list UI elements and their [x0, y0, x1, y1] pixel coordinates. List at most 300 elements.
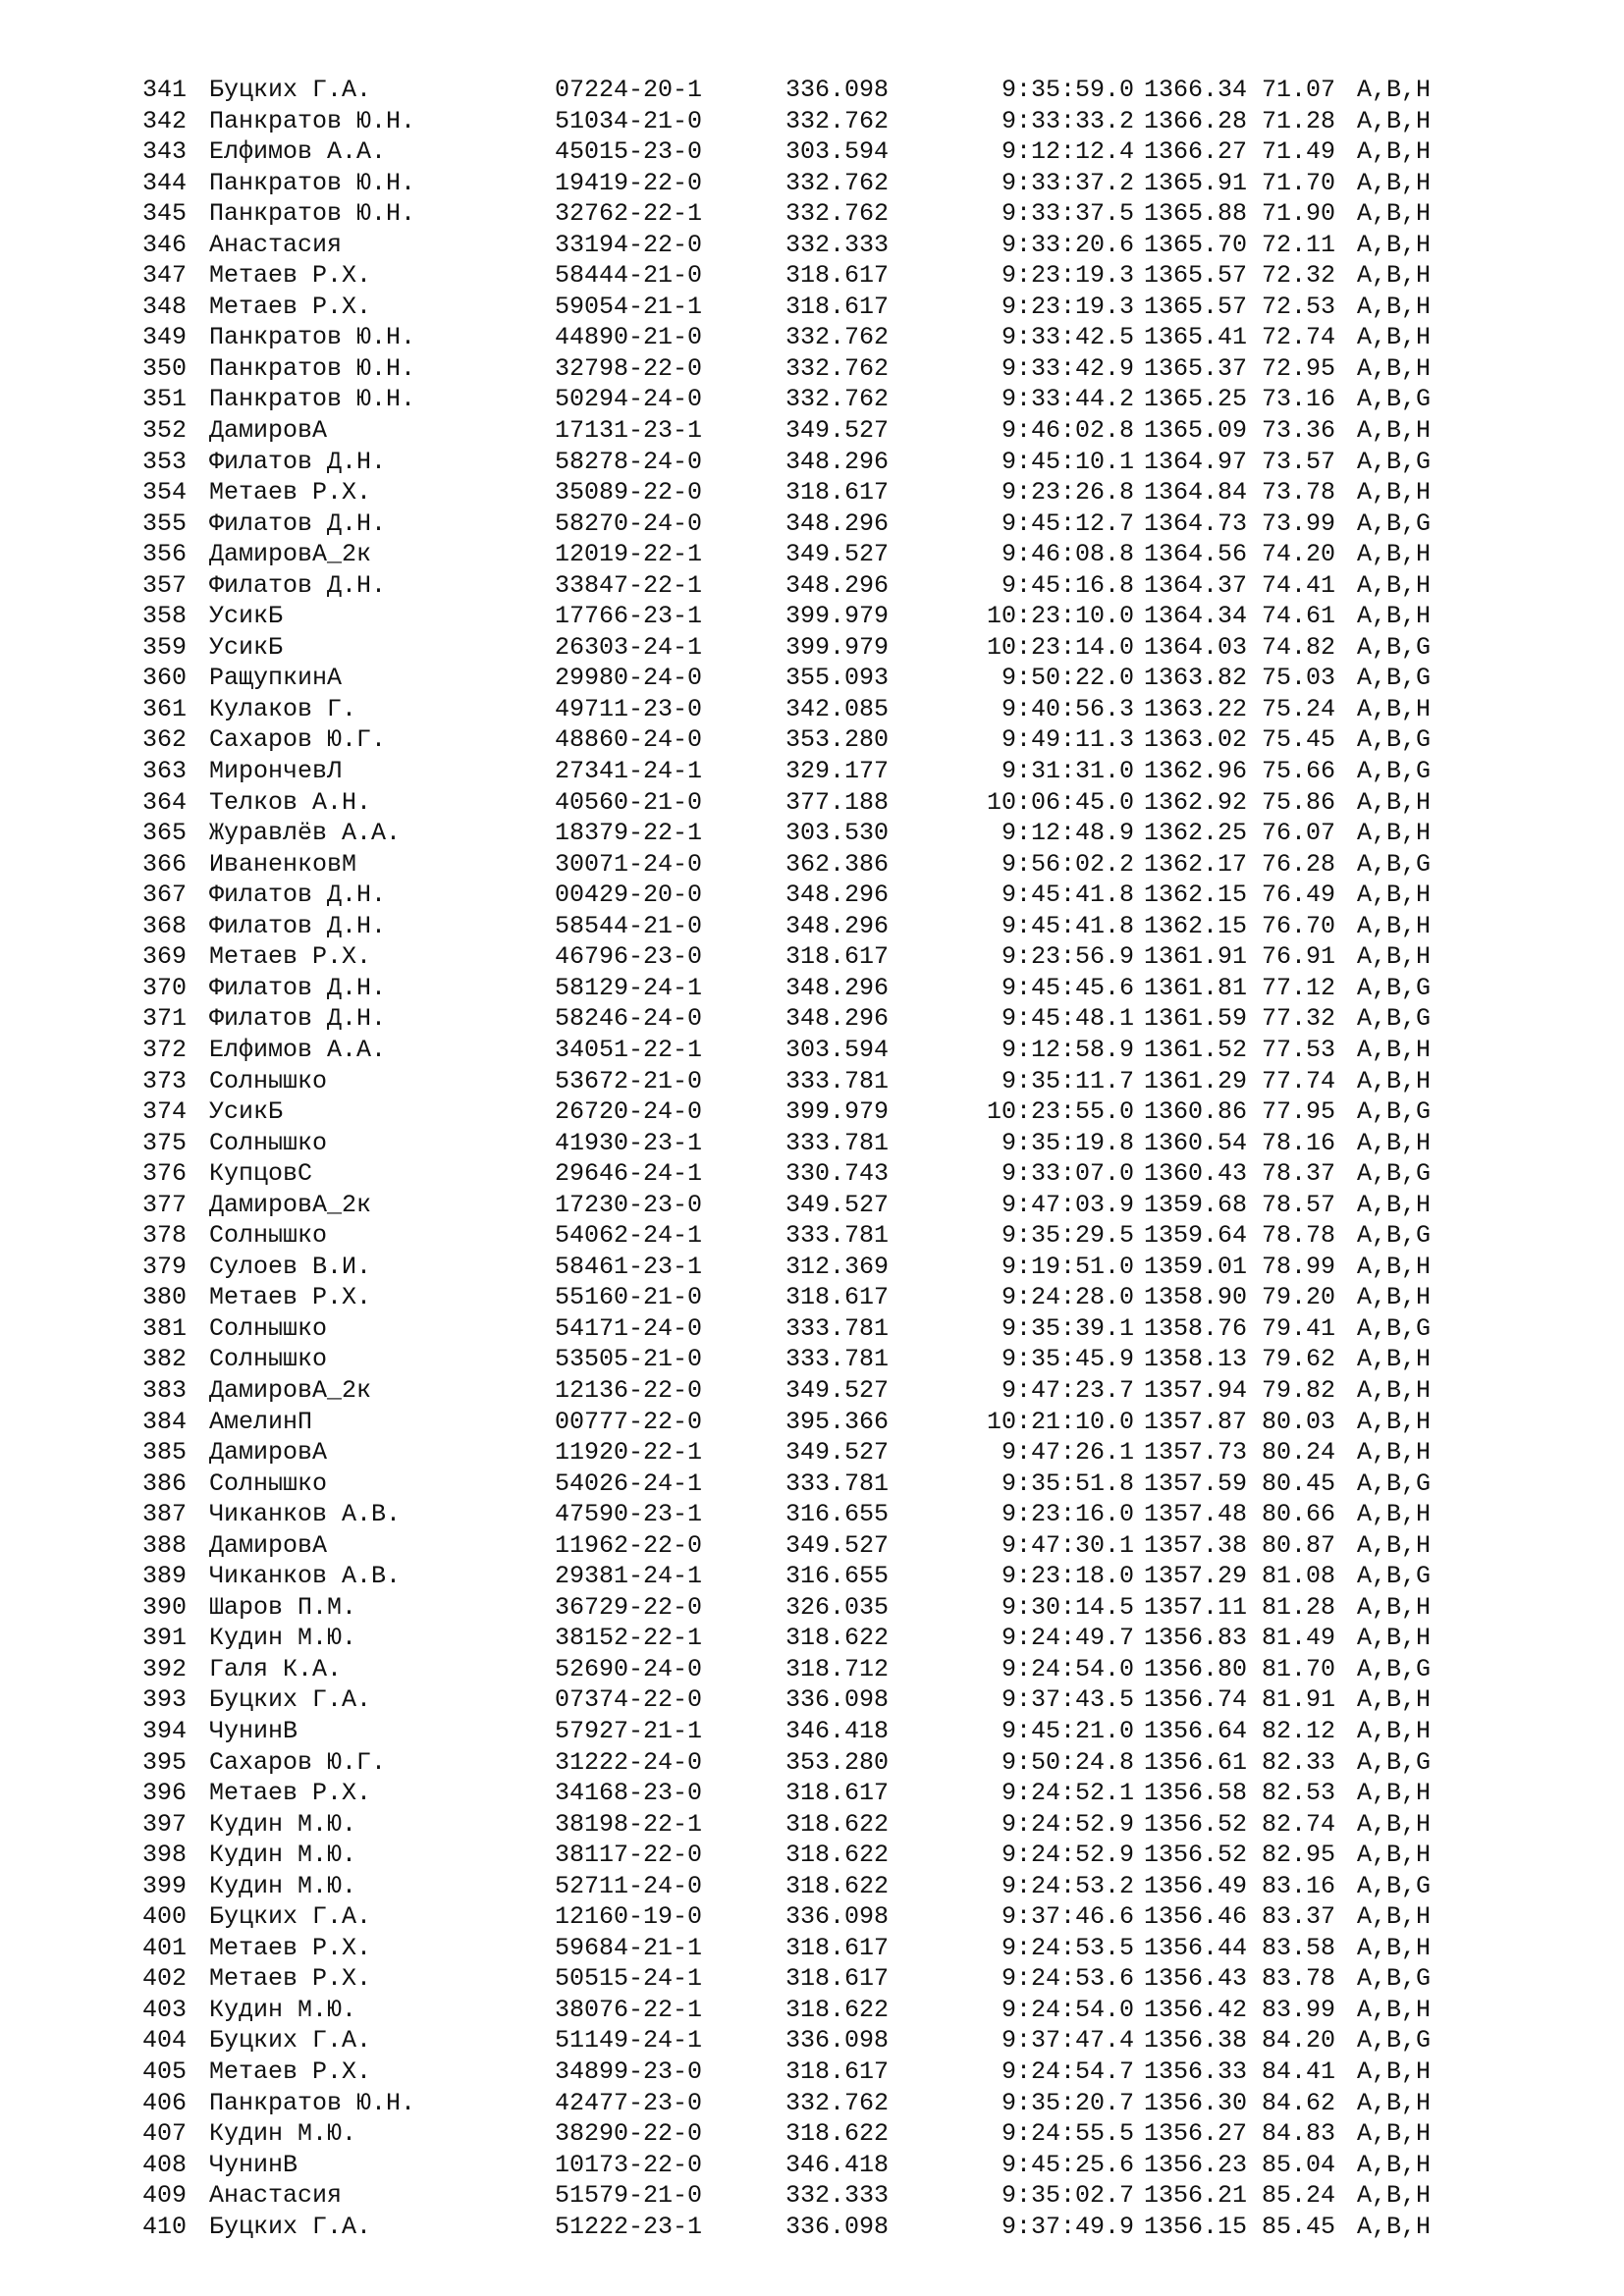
table-row [142, 601, 1517, 632]
distance-cell: 336.098 [785, 1685, 890, 1715]
ring-number-cell: 47590-23-1 [555, 1500, 703, 1529]
distance-cell: 332.762 [785, 106, 890, 135]
fancier-name-cell: ЧунинВ [209, 2150, 298, 2179]
distance-cell: 318.622 [785, 2119, 890, 2149]
speed-cell: 1356.21 [1143, 2181, 1247, 2211]
table-row [142, 1561, 1517, 1592]
arrival-time-cell: 9:45:41.8 [1001, 881, 1134, 910]
ring-number-cell: 57927-21-1 [555, 1716, 703, 1745]
fancier-name-cell: Телков А.Н. [209, 787, 372, 817]
distance-cell: 318.617 [785, 478, 890, 507]
table-row [142, 230, 1517, 261]
fancier-name-cell: Метаев Р.Х. [209, 1933, 372, 1962]
fancier-name-cell: Солнышко [209, 1313, 328, 1343]
fancier-name-cell: Метаев Р.Х. [209, 1964, 372, 1994]
classes-cell: A,B,H [1357, 1252, 1432, 1281]
arrival-time-cell: 9:35:19.8 [1001, 1128, 1134, 1157]
ring-number-cell: 38117-22-0 [555, 1841, 703, 1870]
distance-cell: 333.781 [785, 1313, 890, 1343]
speed-cell: 1356.27 [1143, 2119, 1247, 2149]
distance-cell: 332.762 [785, 353, 890, 383]
coefficient-cell: 73.16 [1261, 385, 1335, 414]
table-row [142, 1716, 1517, 1747]
speed-cell: 1366.27 [1143, 137, 1247, 167]
table-row [142, 973, 1517, 1004]
classes-cell: A,B,H [1357, 1500, 1432, 1529]
coefficient-cell: 78.78 [1261, 1221, 1335, 1251]
table-row [142, 1035, 1517, 1066]
ring-number-cell: 53505-21-0 [555, 1345, 703, 1374]
fancier-name-cell: Солнышко [209, 1066, 328, 1095]
distance-cell: 349.527 [785, 1190, 890, 1219]
ring-number-cell: 33847-22-1 [555, 570, 703, 600]
speed-cell: 1363.82 [1143, 664, 1247, 693]
coefficient-cell: 82.12 [1261, 1716, 1335, 1745]
place-cell: 351 [142, 385, 188, 414]
arrival-time-cell: 9:45:41.8 [1001, 911, 1134, 940]
classes-cell: A,B,G [1357, 447, 1432, 476]
ring-number-cell: 58246-24-0 [555, 1004, 703, 1034]
arrival-time-cell: 9:12:58.9 [1001, 1035, 1134, 1064]
table-row [142, 322, 1517, 353]
coefficient-cell: 83.37 [1261, 1902, 1335, 1932]
table-row [142, 632, 1517, 664]
arrival-time-cell: 9:37:46.6 [1001, 1902, 1134, 1932]
speed-cell: 1365.88 [1143, 199, 1247, 229]
speed-cell: 1364.56 [1143, 540, 1247, 569]
fancier-name-cell: Буцких Г.А. [209, 2026, 372, 2056]
speed-cell: 1365.09 [1143, 416, 1247, 446]
speed-cell: 1358.90 [1143, 1283, 1247, 1312]
arrival-time-cell: 9:56:02.2 [1001, 849, 1134, 879]
fancier-name-cell: РащупкинА [209, 664, 343, 693]
place-cell: 389 [142, 1562, 188, 1591]
distance-cell: 333.781 [785, 1066, 890, 1095]
distance-cell: 348.296 [785, 508, 890, 538]
arrival-time-cell: 9:24:53.5 [1001, 1933, 1134, 1962]
fancier-name-cell: Анастасия [209, 230, 343, 259]
ring-number-cell: 54062-24-1 [555, 1221, 703, 1251]
coefficient-cell: 75.24 [1261, 694, 1335, 723]
fancier-name-cell: Филатов Д.Н. [209, 1004, 387, 1034]
arrival-time-cell: 9:24:53.6 [1001, 1964, 1134, 1994]
table-row [142, 1901, 1517, 1933]
ring-number-cell: 59684-21-1 [555, 1933, 703, 1962]
arrival-time-cell: 9:40:56.3 [1001, 694, 1134, 723]
ring-number-cell: 11962-22-0 [555, 1530, 703, 1560]
speed-cell: 1360.43 [1143, 1159, 1247, 1189]
classes-cell: A,B,H [1357, 694, 1432, 723]
place-cell: 348 [142, 292, 188, 321]
coefficient-cell: 72.95 [1261, 353, 1335, 383]
classes-cell: A,B,H [1357, 2212, 1432, 2241]
coefficient-cell: 79.82 [1261, 1375, 1335, 1405]
ring-number-cell: 52711-24-0 [555, 1871, 703, 1900]
coefficient-cell: 79.20 [1261, 1283, 1335, 1312]
ring-number-cell: 30071-24-0 [555, 849, 703, 879]
coefficient-cell: 85.04 [1261, 2150, 1335, 2179]
arrival-time-cell: 9:45:25.6 [1001, 2150, 1134, 2179]
distance-cell: 318.622 [785, 1841, 890, 1870]
place-cell: 353 [142, 447, 188, 476]
place-cell: 359 [142, 632, 188, 662]
arrival-time-cell: 9:50:24.8 [1001, 1747, 1134, 1777]
coefficient-cell: 72.11 [1261, 230, 1335, 259]
speed-cell: 1356.61 [1143, 1747, 1247, 1777]
table-row [142, 1933, 1517, 1964]
table-row [142, 1437, 1517, 1468]
fancier-name-cell: Панкратов Ю.Н. [209, 106, 416, 135]
place-cell: 378 [142, 1221, 188, 1251]
coefficient-cell: 85.45 [1261, 2212, 1335, 2241]
coefficient-cell: 78.99 [1261, 1252, 1335, 1281]
table-row [142, 1407, 1517, 1438]
place-cell: 398 [142, 1841, 188, 1870]
speed-cell: 1356.80 [1143, 1654, 1247, 1683]
arrival-time-cell: 9:35:59.0 [1001, 76, 1134, 104]
distance-cell: 318.617 [785, 942, 890, 972]
table-row [142, 508, 1517, 540]
place-cell: 388 [142, 1530, 188, 1560]
distance-cell: 348.296 [785, 881, 890, 910]
ring-number-cell: 12160-19-0 [555, 1902, 703, 1932]
coefficient-cell: 74.61 [1261, 602, 1335, 631]
table-row [142, 2025, 1517, 2056]
table-row [142, 1282, 1517, 1313]
arrival-time-cell: 9:35:02.7 [1001, 2181, 1134, 2211]
distance-cell: 348.296 [785, 570, 890, 600]
classes-cell: A,B,G [1357, 1221, 1432, 1251]
fancier-name-cell: Филатов Д.Н. [209, 881, 387, 910]
classes-cell: A,B,G [1357, 385, 1432, 414]
ring-number-cell: 11920-22-1 [555, 1438, 703, 1468]
distance-cell: 353.280 [785, 1747, 890, 1777]
speed-cell: 1361.29 [1143, 1066, 1247, 1095]
coefficient-cell: 76.91 [1261, 942, 1335, 972]
table-row [142, 1344, 1517, 1375]
classes-cell: A,B,H [1357, 1345, 1432, 1374]
table-row [142, 1066, 1517, 1097]
distance-cell: 332.762 [785, 199, 890, 229]
fancier-name-cell: Буцких Г.А. [209, 1902, 372, 1932]
fancier-name-cell: УсикБ [209, 602, 284, 631]
speed-cell: 1357.38 [1143, 1530, 1247, 1560]
fancier-name-cell: УсикБ [209, 632, 284, 662]
ring-number-cell: 54026-24-1 [555, 1468, 703, 1498]
coefficient-cell: 81.70 [1261, 1654, 1335, 1683]
fancier-name-cell: Солнышко [209, 1128, 328, 1157]
distance-cell: 316.655 [785, 1562, 890, 1591]
fancier-name-cell: Филатов Д.Н. [209, 508, 387, 538]
classes-cell: A,B,G [1357, 1871, 1432, 1900]
distance-cell: 349.527 [785, 416, 890, 446]
table-row [142, 1809, 1517, 1841]
ring-number-cell: 07224-20-1 [555, 76, 703, 104]
speed-cell: 1356.43 [1143, 1964, 1247, 1994]
distance-cell: 348.296 [785, 973, 890, 1002]
coefficient-cell: 76.70 [1261, 911, 1335, 940]
table-row [142, 539, 1517, 570]
distance-cell: 318.617 [785, 2057, 890, 2086]
classes-cell: A,B,H [1357, 1809, 1432, 1839]
distance-cell: 362.386 [785, 849, 890, 879]
classes-cell: A,B,G [1357, 664, 1432, 693]
speed-cell: 1356.15 [1143, 2212, 1247, 2241]
classes-cell: A,B,H [1357, 292, 1432, 321]
distance-cell: 318.622 [785, 1624, 890, 1653]
coefficient-cell: 74.82 [1261, 632, 1335, 662]
fancier-name-cell: Панкратов Ю.Н. [209, 353, 416, 383]
arrival-time-cell: 9:24:52.9 [1001, 1841, 1134, 1870]
speed-cell: 1361.91 [1143, 942, 1247, 972]
place-cell: 397 [142, 1809, 188, 1839]
ring-number-cell: 51579-21-0 [555, 2181, 703, 2211]
fancier-name-cell: Филатов Д.Н. [209, 973, 387, 1002]
ring-number-cell: 41930-23-1 [555, 1128, 703, 1157]
place-cell: 406 [142, 2088, 188, 2117]
fancier-name-cell: Филатов Д.Н. [209, 911, 387, 940]
coefficient-cell: 79.41 [1261, 1313, 1335, 1343]
table-row [142, 1190, 1517, 1221]
coefficient-cell: 81.91 [1261, 1685, 1335, 1715]
coefficient-cell: 72.32 [1261, 261, 1335, 291]
speed-cell: 1362.15 [1143, 881, 1247, 910]
fancier-name-cell: Буцких Г.А. [209, 1685, 372, 1715]
arrival-time-cell: 10:06:45.0 [986, 787, 1134, 817]
distance-cell: 318.617 [785, 261, 890, 291]
coefficient-cell: 71.07 [1261, 76, 1335, 104]
arrival-time-cell: 9:30:14.5 [1001, 1592, 1134, 1622]
classes-cell: A,B,H [1357, 261, 1432, 291]
arrival-time-cell: 9:49:11.3 [1001, 725, 1134, 755]
place-cell: 363 [142, 757, 188, 786]
coefficient-cell: 75.45 [1261, 725, 1335, 755]
table-row [142, 168, 1517, 199]
place-cell: 379 [142, 1252, 188, 1281]
distance-cell: 326.035 [785, 1592, 890, 1622]
table-row [142, 756, 1517, 787]
arrival-time-cell: 9:24:52.1 [1001, 1779, 1134, 1808]
speed-cell: 1356.58 [1143, 1779, 1247, 1808]
table-row [142, 1220, 1517, 1252]
arrival-time-cell: 9:33:33.2 [1001, 106, 1134, 135]
fancier-name-cell: Чиканков А.В. [209, 1562, 402, 1591]
speed-cell: 1366.28 [1143, 106, 1247, 135]
coefficient-cell: 82.53 [1261, 1779, 1335, 1808]
coefficient-cell: 73.36 [1261, 416, 1335, 446]
distance-cell: 399.979 [785, 1097, 890, 1127]
fancier-name-cell: ДамировА [209, 1530, 328, 1560]
coefficient-cell: 77.74 [1261, 1066, 1335, 1095]
table-row [142, 941, 1517, 973]
classes-cell: A,B,H [1357, 1035, 1432, 1064]
arrival-time-cell: 9:35:51.8 [1001, 1468, 1134, 1498]
coefficient-cell: 76.28 [1261, 849, 1335, 879]
distance-cell: 355.093 [785, 664, 890, 693]
coefficient-cell: 72.74 [1261, 323, 1335, 352]
classes-cell: A,B,H [1357, 1685, 1432, 1715]
classes-cell: A,B,H [1357, 881, 1432, 910]
distance-cell: 336.098 [785, 1902, 890, 1932]
arrival-time-cell: 9:33:07.0 [1001, 1159, 1134, 1189]
classes-cell: A,B,H [1357, 819, 1432, 848]
distance-cell: 348.296 [785, 447, 890, 476]
classes-cell: A,B,H [1357, 137, 1432, 167]
fancier-name-cell: Кудин М.Ю. [209, 1624, 357, 1653]
place-cell: 356 [142, 540, 188, 569]
distance-cell: 332.333 [785, 2181, 890, 2211]
distance-cell: 336.098 [785, 76, 890, 104]
arrival-time-cell: 9:33:44.2 [1001, 385, 1134, 414]
distance-cell: 332.333 [785, 230, 890, 259]
table-row [142, 1128, 1517, 1159]
ring-number-cell: 51222-23-1 [555, 2212, 703, 2241]
coefficient-cell: 80.45 [1261, 1468, 1335, 1498]
fancier-name-cell: ДамировА_2к [209, 540, 372, 569]
distance-cell: 303.594 [785, 137, 890, 167]
speed-cell: 1365.37 [1143, 353, 1247, 383]
table-row [142, 106, 1517, 137]
classes-cell: A,B,H [1357, 323, 1432, 352]
place-cell: 366 [142, 849, 188, 879]
distance-cell: 318.712 [785, 1654, 890, 1683]
table-row [142, 136, 1517, 168]
ring-number-cell: 58270-24-0 [555, 508, 703, 538]
table-row [142, 1963, 1517, 1995]
ring-number-cell: 33194-22-0 [555, 230, 703, 259]
table-row [142, 1530, 1517, 1562]
ring-number-cell: 18379-22-1 [555, 819, 703, 848]
arrival-time-cell: 9:35:45.9 [1001, 1345, 1134, 1374]
arrival-time-cell: 9:12:48.9 [1001, 819, 1134, 848]
ring-number-cell: 51149-24-1 [555, 2026, 703, 2056]
ring-number-cell: 17230-23-0 [555, 1190, 703, 1219]
arrival-time-cell: 9:33:42.9 [1001, 353, 1134, 383]
speed-cell: 1356.52 [1143, 1809, 1247, 1839]
coefficient-cell: 81.28 [1261, 1592, 1335, 1622]
speed-cell: 1356.30 [1143, 2088, 1247, 2117]
distance-cell: 303.530 [785, 819, 890, 848]
speed-cell: 1366.34 [1143, 76, 1247, 104]
fancier-name-cell: Панкратов Ю.Н. [209, 323, 416, 352]
table-row [142, 75, 1517, 106]
distance-cell: 330.743 [785, 1159, 890, 1189]
table-row [142, 1499, 1517, 1530]
coefficient-cell: 82.74 [1261, 1809, 1335, 1839]
distance-cell: 348.296 [785, 1004, 890, 1034]
fancier-name-cell: Метаев Р.Х. [209, 942, 372, 972]
arrival-time-cell: 9:33:20.6 [1001, 230, 1134, 259]
distance-cell: 333.781 [785, 1345, 890, 1374]
arrival-time-cell: 9:31:31.0 [1001, 757, 1134, 786]
ring-number-cell: 44890-21-0 [555, 323, 703, 352]
arrival-time-cell: 9:47:23.7 [1001, 1375, 1134, 1405]
fancier-name-cell: Буцких Г.А. [209, 76, 372, 104]
speed-cell: 1364.97 [1143, 447, 1247, 476]
classes-cell: A,B,H [1357, 1283, 1432, 1312]
table-row [142, 1995, 1517, 2026]
table-row [142, 260, 1517, 292]
distance-cell: 336.098 [785, 2212, 890, 2241]
table-row [142, 415, 1517, 447]
classes-cell: A,B,G [1357, 973, 1432, 1002]
coefficient-cell: 80.24 [1261, 1438, 1335, 1468]
table-row [142, 1375, 1517, 1407]
arrival-time-cell: 9:45:16.8 [1001, 570, 1134, 600]
coefficient-cell: 77.32 [1261, 1004, 1335, 1034]
coefficient-cell: 71.28 [1261, 106, 1335, 135]
table-row [142, 2150, 1517, 2181]
place-cell: 399 [142, 1871, 188, 1900]
table-row [142, 1003, 1517, 1035]
place-cell: 369 [142, 942, 188, 972]
classes-cell: A,B,H [1357, 1066, 1432, 1095]
ring-number-cell: 31222-24-0 [555, 1747, 703, 1777]
fancier-name-cell: ЧунинВ [209, 1716, 298, 1745]
coefficient-cell: 75.86 [1261, 787, 1335, 817]
speed-cell: 1356.38 [1143, 2026, 1247, 2056]
fancier-name-cell: ДамировА [209, 1438, 328, 1468]
classes-cell: A,B,H [1357, 1716, 1432, 1745]
fancier-name-cell: Метаев Р.Х. [209, 2057, 372, 2086]
place-cell: 408 [142, 2150, 188, 2179]
place-cell: 365 [142, 819, 188, 848]
arrival-time-cell: 9:45:21.0 [1001, 1716, 1134, 1745]
speed-cell: 1361.59 [1143, 1004, 1247, 1034]
classes-cell: A,B,H [1357, 2057, 1432, 2086]
coefficient-cell: 77.12 [1261, 973, 1335, 1002]
ring-number-cell: 12136-22-0 [555, 1375, 703, 1405]
arrival-time-cell: 9:24:52.9 [1001, 1809, 1134, 1839]
table-row [142, 724, 1517, 756]
fancier-name-cell: Журавлёв А.А. [209, 819, 402, 848]
place-cell: 349 [142, 323, 188, 352]
coefficient-cell: 82.33 [1261, 1747, 1335, 1777]
ring-number-cell: 38290-22-0 [555, 2119, 703, 2149]
place-cell: 385 [142, 1438, 188, 1468]
speed-cell: 1365.57 [1143, 292, 1247, 321]
coefficient-cell: 78.37 [1261, 1159, 1335, 1189]
place-cell: 382 [142, 1345, 188, 1374]
place-cell: 371 [142, 1004, 188, 1034]
table-row [142, 1313, 1517, 1345]
speed-cell: 1356.46 [1143, 1902, 1247, 1932]
speed-cell: 1362.92 [1143, 787, 1247, 817]
speed-cell: 1361.52 [1143, 1035, 1247, 1064]
arrival-time-cell: 9:24:54.0 [1001, 1654, 1134, 1683]
fancier-name-cell: Кулаков Г. [209, 694, 357, 723]
speed-cell: 1356.33 [1143, 2057, 1247, 2086]
distance-cell: 332.762 [785, 2088, 890, 2117]
classes-cell: A,B,H [1357, 106, 1432, 135]
fancier-name-cell: Чиканков А.В. [209, 1500, 402, 1529]
speed-cell: 1356.44 [1143, 1933, 1247, 1962]
ring-number-cell: 50294-24-0 [555, 385, 703, 414]
ring-number-cell: 17766-23-1 [555, 602, 703, 631]
ring-number-cell: 51034-21-0 [555, 106, 703, 135]
fancier-name-cell: Елфимов А.А. [209, 137, 387, 167]
fancier-name-cell: Метаев Р.Х. [209, 478, 372, 507]
ring-number-cell: 48860-24-0 [555, 725, 703, 755]
ring-number-cell: 50515-24-1 [555, 1964, 703, 1994]
distance-cell: 348.296 [785, 911, 890, 940]
coefficient-cell: 81.49 [1261, 1624, 1335, 1653]
table-row [142, 384, 1517, 415]
ring-number-cell: 49711-23-0 [555, 694, 703, 723]
classes-cell: A,B,H [1357, 1779, 1432, 1808]
arrival-time-cell: 9:33:42.5 [1001, 323, 1134, 352]
place-cell: 364 [142, 787, 188, 817]
